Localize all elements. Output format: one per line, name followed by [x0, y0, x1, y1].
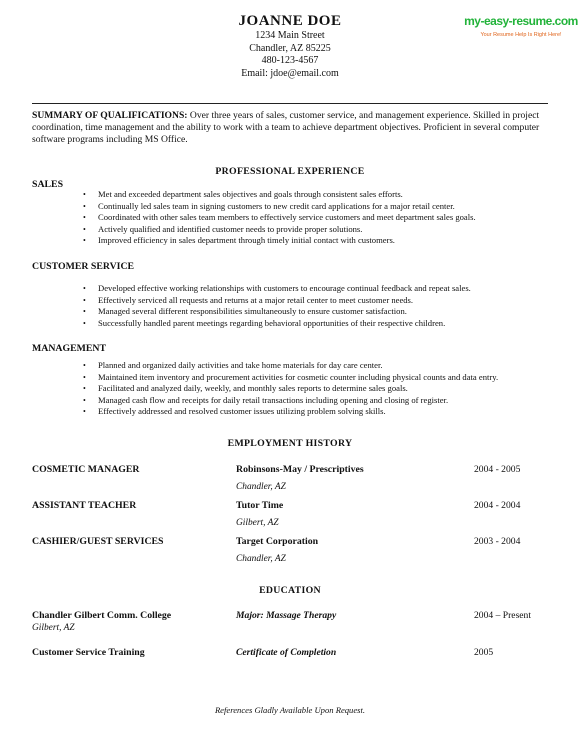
professional-experience-heading: PROFESSIONAL EXPERIENCE	[215, 166, 365, 177]
customer-service-section-title: CUSTOMER SERVICE	[32, 261, 135, 272]
list-item: • Coordinated with other sales team members to effectively service customers and meet department sales goals.	[98, 212, 476, 224]
education-certificate: Certificate of Completion	[236, 647, 337, 658]
education-school: Customer Service Training	[32, 647, 145, 658]
sales-bullet-list	[98, 189, 476, 247]
summary-of-qualifications	[32, 110, 548, 146]
list-item: • Effectively serviced all requests and returns at a major retail center to meet customer needs.	[98, 295, 471, 307]
sales-section-title: SALES	[32, 179, 64, 190]
list-item: • Maintained item inventory and procurement activities for cosmetic counter including physical counts and data entry.	[98, 372, 498, 384]
education-heading: EDUCATION	[259, 585, 321, 596]
list-item: • Met and exceeded department sales objectives and goals through consistent sales efforts.	[98, 189, 476, 201]
list-item: • Managed several different responsibilities simultaneously to ensure customer satisfaction.	[98, 306, 471, 318]
list-item: • Facilitated and analyzed daily, weekly, and monthly sales reports to determine sales goals.	[98, 383, 498, 395]
job-title: COSMETIC MANAGER	[32, 464, 140, 475]
list-item: • Actively qualified and identified customer needs to provide proper solutions.	[98, 224, 476, 236]
logo-tagline: Your Resume Help Is Right Here!	[480, 32, 562, 38]
job-employer: Target Corporation	[236, 536, 319, 547]
employment-history-heading: EMPLOYMENT HISTORY	[227, 438, 353, 449]
customer-service-bullet-list	[98, 283, 471, 329]
education-location: Gilbert, AZ	[32, 623, 75, 633]
header-divider	[32, 103, 548, 104]
management-bullet-list	[98, 360, 498, 418]
job-title: CASHIER/GUEST SERVICES	[32, 536, 164, 547]
summary-text: Over three years of sales, customer service, and management experience. Skilled in project coordination, time management and the ability to work with a team to achieve department objectives. Proficient in several computer software programs including MS Office.	[32, 110, 540, 145]
job-employer: Tutor Time	[236, 500, 284, 511]
job-location: Gilbert, AZ	[236, 518, 279, 528]
references-note: References Gladly Available Upon Request.	[214, 705, 366, 715]
site-logo[interactable]	[462, 14, 580, 39]
list-item: • Effectively addressed and resolved customer issues utilizing problem solving skills.	[98, 406, 498, 418]
street-address: 1234 Main Street	[255, 30, 325, 41]
list-item: • Managed cash flow and receipts for daily retail transactions including opening and closing of register.	[98, 395, 498, 407]
list-item: • Improved efficiency in sales department through timely initial contact with customers.	[98, 235, 476, 247]
job-title: ASSISTANT TEACHER	[32, 500, 137, 511]
education-school: Chandler Gilbert Comm. College	[32, 610, 172, 621]
job-dates: 2003 - 2004	[474, 536, 521, 547]
city-state-zip: Chandler, AZ 85225	[249, 42, 331, 54]
list-item: • Continually led sales team in signing customers to new credit card applications for a major retail center.	[98, 201, 476, 213]
list-item: • Planned and organized daily activities and take home materials for day care center.	[98, 360, 498, 372]
management-section-title: MANAGEMENT	[32, 343, 107, 354]
job-dates: 2004 - 2005	[474, 464, 521, 475]
logo-text: my-easy-resume.com	[464, 14, 578, 28]
job-dates: 2004 - 2004	[474, 500, 521, 511]
education-dates: 2005	[474, 647, 494, 658]
job-location: Chandler, AZ	[236, 554, 286, 564]
education-major: Major: Massage Therapy	[236, 610, 337, 621]
education-dates: 2004 – Present	[474, 610, 532, 621]
email-address: Email: jdoe@email.com	[241, 67, 339, 79]
list-item: • Developed effective working relationships with customers to encourage continual feedback and repeat sales.	[98, 283, 471, 295]
candidate-name: JOANNE DOE	[238, 13, 342, 29]
phone-number: 480-123-4567	[261, 55, 319, 67]
job-employer: Robinsons-May / Prescriptives	[236, 464, 364, 475]
job-location: Chandler, AZ	[236, 482, 286, 492]
summary-label: SUMMARY OF QUALIFICATIONS:	[32, 110, 188, 121]
list-item: • Successfully handled parent meetings regarding behavioral opportunities of their respective children.	[98, 318, 471, 330]
